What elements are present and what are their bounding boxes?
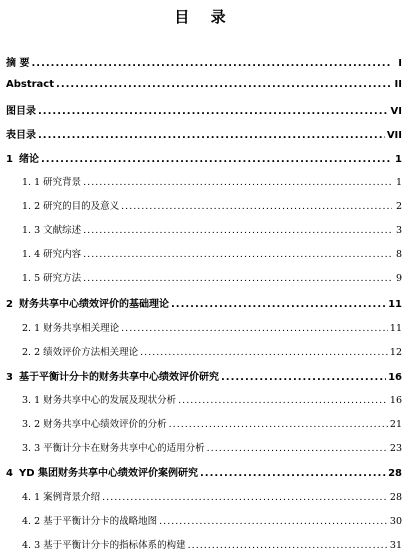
toc-entry-page: 30 (389, 516, 402, 527)
toc-entry[interactable] (6, 246, 402, 262)
toc-entry-label: 表目录 (6, 130, 36, 141)
toc-entry-label: 4. 1 案例背景介绍 (22, 492, 101, 503)
toc-entry[interactable] (6, 513, 402, 529)
toc-entry-label: 3. 1 财务共享中心的发展及现状分析 (22, 395, 177, 406)
toc-entry[interactable] (6, 79, 402, 95)
toc-entry-label: 1. 5 研究方法 (22, 273, 82, 284)
toc-entry-label: 2. 2 绩效评价方法相关理论 (22, 347, 139, 358)
toc-entry-label: Abstract (6, 79, 55, 90)
toc-leader-dots (102, 492, 388, 503)
toc-entry-page: 2 (395, 201, 402, 212)
toc-entry-page: 12 (389, 347, 402, 358)
toc-entry[interactable] (6, 392, 402, 408)
toc-entry[interactable] (6, 295, 402, 311)
toc-entry[interactable] (6, 174, 402, 190)
toc-entry-page: 11 (388, 299, 402, 310)
toc-leader-dots (200, 468, 386, 479)
toc-entry-label: 绪论 (18, 154, 39, 165)
toc-leader-dots (121, 323, 388, 334)
toc-leader-dots (56, 79, 392, 90)
toc-entry[interactable] (6, 150, 402, 166)
toc-leader-dots (38, 106, 389, 117)
toc-entry-label: 财务共享中心绩效评价的基础理论 (18, 299, 169, 310)
toc-leader-dots (188, 540, 388, 551)
toc-leader-dots (178, 395, 388, 406)
toc-entry-page: 9 (395, 273, 402, 284)
toc-entry[interactable] (6, 440, 402, 456)
toc-entry[interactable] (6, 126, 402, 142)
toc-leader-dots (83, 249, 392, 260)
toc-entry-page: 21 (389, 419, 402, 430)
toc-entry-label: 2. 1 财务共享相关理论 (22, 323, 120, 334)
toc-leader-dots (171, 299, 386, 310)
toc-entry-page: 1 (395, 177, 402, 188)
page-title: 目 录 (174, 8, 234, 26)
toc-leader-dots (31, 58, 392, 69)
toc-entry-page: 16 (388, 372, 402, 383)
toc-entry-page: 28 (388, 468, 402, 479)
toc-entry[interactable] (6, 489, 402, 505)
toc-entry-page: 3 (395, 225, 402, 236)
toc-leader-dots (140, 347, 388, 358)
toc-entry[interactable] (6, 270, 402, 286)
toc-entry-label: 1. 1 研究背景 (22, 177, 82, 188)
toc-leader-dots (38, 130, 385, 141)
toc-entry-number: 4 (6, 468, 13, 479)
toc-entry-label: 图目录 (6, 106, 36, 117)
toc-leader-dots (41, 154, 392, 165)
toc-entry-label: 摘 要 (6, 58, 30, 69)
toc-leader-dots (169, 419, 388, 430)
toc-entry-page: 8 (395, 249, 402, 260)
toc-entry[interactable] (6, 537, 402, 553)
toc-leader-dots (83, 177, 392, 188)
toc-leader-dots (83, 225, 392, 236)
toc-entry-page: II (394, 79, 402, 90)
toc-leader-dots (159, 516, 388, 527)
toc-entry-label: 3. 2 财务共享中心绩效评价的分析 (22, 419, 167, 430)
toc-entry[interactable] (6, 368, 402, 384)
toc-entry-page: 23 (389, 443, 402, 454)
toc-leader-dots (83, 273, 392, 284)
toc-entry-page: 1 (395, 154, 402, 165)
toc-entry-page: VII (386, 130, 402, 141)
toc-entry-label: 1. 4 研究内容 (22, 249, 82, 260)
toc-entry[interactable] (6, 320, 402, 336)
toc-entry[interactable] (6, 198, 402, 214)
toc-entry[interactable] (6, 416, 402, 432)
toc-entry[interactable] (6, 464, 402, 480)
toc-entry[interactable] (6, 54, 402, 70)
toc-entry-number: 1 (6, 154, 13, 165)
toc-entry-number: 3 (6, 372, 13, 383)
toc-entry-label: 4. 2 基于平衡计分卡的战略地图 (22, 516, 158, 527)
toc-entry-number: 2 (6, 299, 13, 310)
toc-entry-page: 16 (389, 395, 402, 406)
toc-entry-page: VI (390, 106, 402, 117)
toc-entry-label: YD 集团财务共享中心绩效评价案例研究 (18, 468, 198, 479)
toc-entry-page: 11 (389, 323, 402, 334)
toc-leader-dots (221, 372, 386, 383)
toc-leader-dots (207, 443, 388, 454)
toc-entry-page: I (398, 58, 402, 69)
toc-entry-label: 1. 2 研究的目的及意义 (22, 201, 120, 212)
toc-entry[interactable] (6, 102, 402, 118)
toc-entry-label: 1. 3 文献综述 (22, 225, 82, 236)
toc-entry[interactable] (6, 222, 402, 238)
toc-leader-dots (121, 201, 392, 212)
toc-entry-label: 4. 3 基于平衡计分卡的指标体系的构建 (22, 540, 186, 551)
toc-entry-page: 31 (389, 540, 402, 551)
toc-entry-page: 28 (389, 492, 402, 503)
toc-entry-label: 3. 3 平衡计分卡在财务共享中心的适用分析 (22, 443, 205, 454)
toc-entry[interactable] (6, 344, 402, 360)
toc-entry-label: 基于平衡计分卡的财务共享中心绩效评价研究 (18, 372, 219, 383)
